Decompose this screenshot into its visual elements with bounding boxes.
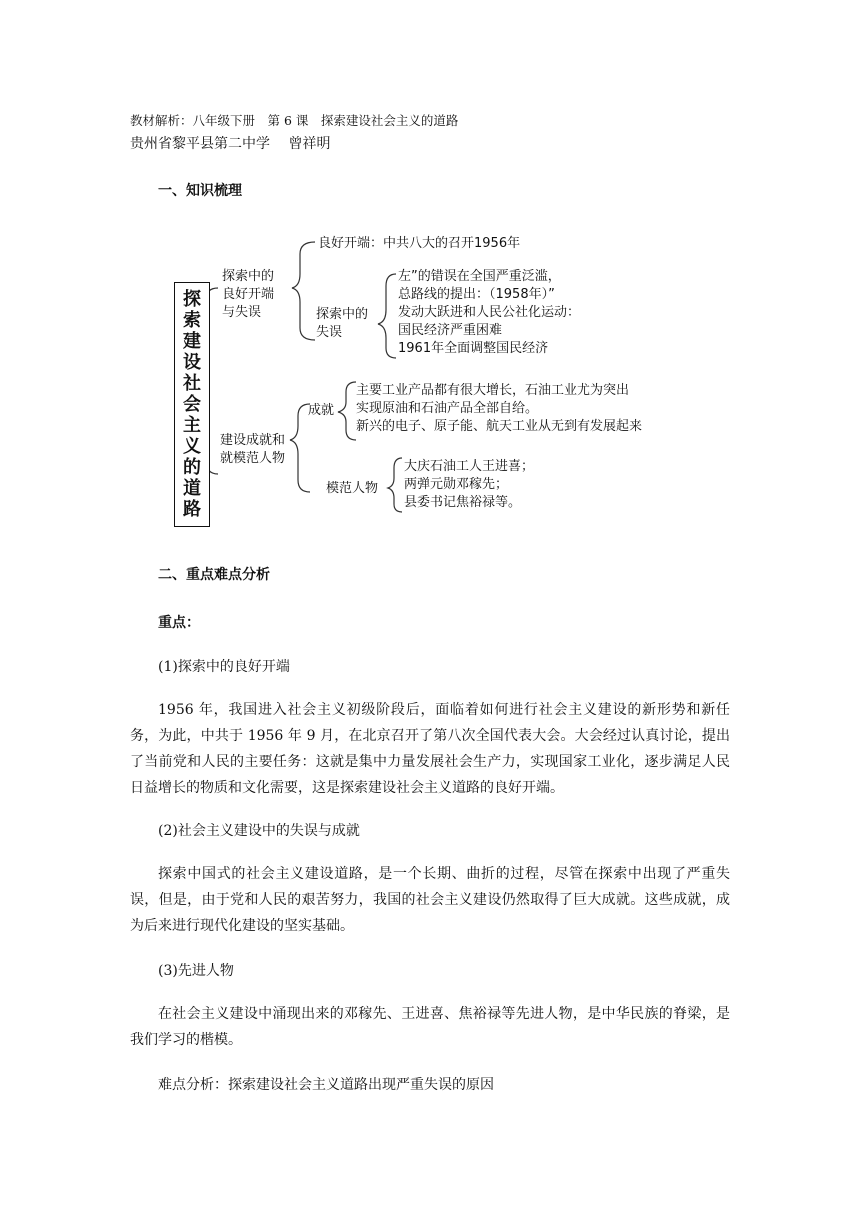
branch2-label: 建设成就和 就模范人物 [220, 433, 286, 466]
good-start-node: 良好开端：中共八大的召开1956年 [318, 236, 521, 251]
branch1-label: 探索中的 良好开端 与失误 [222, 269, 275, 320]
models-label: 模范人物 [326, 481, 379, 496]
point-2-heading: (2)社会主义建设中的失误与成就 [158, 823, 360, 839]
models-items [404, 458, 534, 512]
point-1-body: 1956 年，我国进入社会主义初级阶段后，面临着如何进行社会主义建设的新形势和新任务，为此，中共于 1956 年 9 月，在北京召开了第八次全国代表大会。大会经过认真讨论，提出了当前党和人民的主要任务：这就是集中力量发展社会生产力，实现国家工业化，逐步满足人民日益增长的物质和文化需要，这是探索建设社会主义道路的良好开端。 [130, 702, 730, 796]
knowledge-mindmap [170, 230, 700, 530]
mistake-item: 左”的错误在全国严重泛滥， [398, 269, 561, 284]
branch1-brace [292, 242, 315, 340]
model-item: 县委书记焦裕禄等。 [404, 495, 522, 510]
achievement-item: 实现原油和石油产品全部自给。 [356, 401, 539, 416]
section-2-title: 二、重点难点分析 [158, 567, 270, 583]
course-line: 教材解析：八年级下册 第 6 课 探索建设社会主义的道路 [130, 113, 459, 128]
point-3-heading: (3)先进人物 [158, 963, 234, 979]
mistake-item: 1961年全面调整国民经济 [398, 341, 549, 356]
mistake-brace [378, 274, 396, 358]
mistake-label: 探索中的 失误 [316, 307, 369, 340]
achievement-item: 新兴的电子、原子能、航天工业从无到有发展起来 [356, 419, 643, 434]
point-2-body: 探索中国式的社会主义建设道路，是一个长期、曲折的过程，尽管在探索中出现了严重失误，但是，由于党和人民的艰苦努力，我国的社会主义建设仍然取得了巨大成就。这些成就，成为后来进行现代化建设的坚实基础。 [130, 866, 730, 934]
key-points-label: 重点： [158, 615, 200, 631]
achievement-item: 主要工业产品都有很大增长，石油工业尤为突出 [356, 383, 630, 398]
branch2-brace [290, 404, 310, 492]
achievements-brace [338, 382, 356, 440]
model-item: 两弹元勋邓稼先； [404, 477, 509, 492]
models-brace [388, 458, 402, 512]
mistake-item: 总路线的提出：（1958年）” [398, 287, 555, 302]
mistake-item: 发动大跃进和人民公社化运动： [398, 305, 581, 320]
difficulty-analysis: 难点分析：探索建设社会主义道路出现严重失误的原因 [158, 1077, 494, 1093]
point-1-heading: (1)探索中的良好开端 [158, 659, 290, 675]
section-1-title: 一、知识梳理 [158, 183, 242, 199]
mindmap-root: 探 索 建 设 社 会 主 义 的 道 路 [174, 282, 210, 527]
mistake-items [398, 268, 580, 358]
mistake-item: 国民经济严重困难 [398, 323, 503, 338]
achievements-label: 成就 [308, 403, 335, 418]
model-item: 大庆石油工人王进喜； [404, 459, 535, 474]
point-3-body: 在社会主义建设中涌现出来的邓稼先、王进喜、焦裕禄等先进人物，是中华民族的脊梁，是我们学习的楷模。 [130, 1006, 730, 1048]
author-line: 贵州省黎平县第二中学 曾祥明 [130, 136, 331, 152]
achievements-items [356, 382, 642, 436]
